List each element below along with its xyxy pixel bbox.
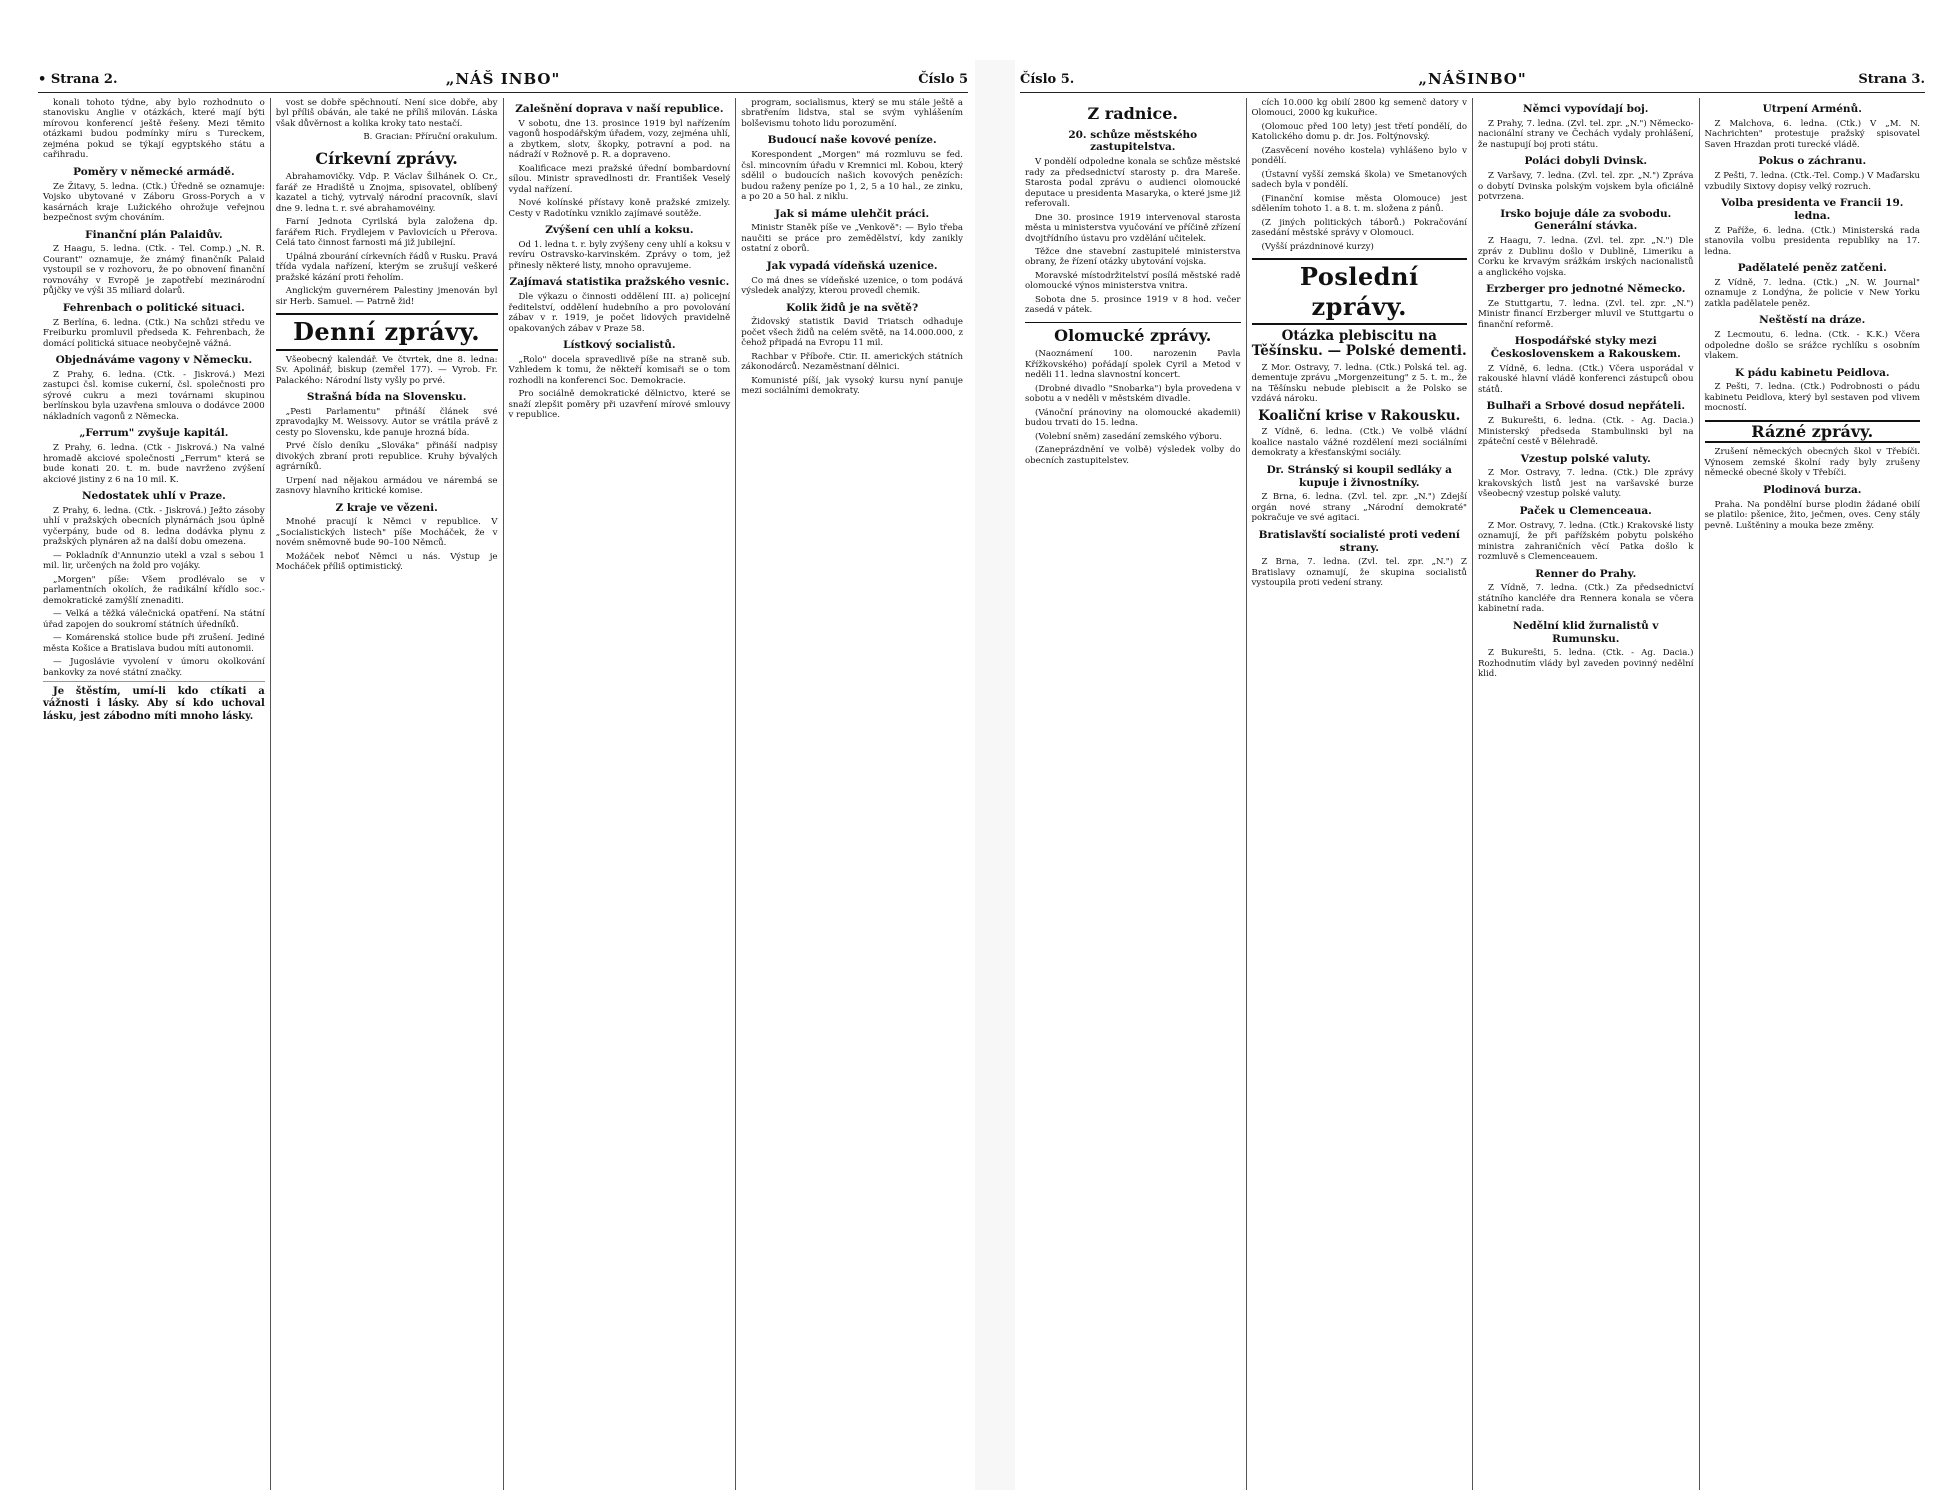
article-text: Dne 30. prosince 1919 intervenoval starosta města u ministerstva vyučování ve příčině zřízení dvojtřídního ústavu pro vzdělání učitelek. (1025, 212, 1241, 244)
article-subheading: 20. schůze městského zastupitelstva. (1068, 128, 1198, 154)
section-heading: Církevní zprávy. (315, 148, 458, 168)
article-text: Všeobecný kalendář. Ve čtvrtek, dne 8. ledna: Sv. Apolinář, biskup (zemřel 177). — Vyrob. Fr. Palackého: Národní listy vyšly po prvé. (275, 354, 498, 386)
article-text: Z Brna, 7. ledna. (Zvl. tel. zpr. „N.") Z Bratislavy oznamují, že skupina socialistů vystoupila proti vedení strany. (1251, 557, 1467, 589)
article-text: Z Mor. Ostravy, 7. ledna. (Ctk.) Krakovské listy oznamují, že při pařížském pobytu polského ministra zahraničních věcí Patka došlo k rozmluvě s Clemenceauem. (1478, 520, 1694, 563)
article-text: (Vyšší prázdninové kurzy) (1261, 241, 1374, 252)
article-heading: Neštěstí na dráze. (1759, 314, 1866, 327)
article-text: Nové kolínské přístavy koně pražské zmizely. Cesty v Radotínku vzniklo zajímavé soutěže. (508, 198, 731, 219)
article-text: Prvé číslo deníku „Slováka" přináší nadpisy divokých zbraní proti republice. Kruhy bývalých agrárníků. (275, 441, 498, 473)
article-text: Ministr Staněk píše ve „Venkově": — Bylo třeba naučiti se práce pro zemědělství, kdy zanikly ostatní z oborů. (741, 223, 963, 255)
article-heading: Hospodářské styky mezi Československem a Rakouskem. (1490, 335, 1681, 361)
left-col-3 (504, 98, 737, 1490)
article-text: Z Prahy, 7. ledna. (Zvl. tel. zpr. „N.") Německo-nacionální strany ve Čechách vydaly prohlášení, že nastupují boj proti státu. (1478, 118, 1694, 150)
article-heading: Pokus o záchranu. (1758, 155, 1867, 168)
article-text: Zrušení německých obecných škol v Třebíči. Výnosem zemské školní rady byly zrušeny německé obecné školy v Třebíči. (1704, 447, 1920, 479)
article-text: (Z jiných politických táborů.) Pokračování zasedání městské správy v Olomouci. (1251, 217, 1467, 239)
article-heading: Lístkový socialistů. (563, 339, 676, 352)
article-heading: Volba presidenta ve Francii 19. ledna. (1721, 197, 1904, 222)
quote-signature: B. Gracian: Příruční orakulum. (363, 132, 498, 143)
article-text: (Naoznámení 100. narozenin Pavla Křížkovského) pořádají spolek Cyril a Metod v neděli 11. ledna slavnostní koncert. (1025, 349, 1241, 381)
article-text: Z Prahy, 6. ledna. (Ctk - Jiskrová.) Na valné hromadě akciové společnosti „Ferrum" která se bude konati 20. t. m. bude navrženo zvýšení akciové jistiny z 6 na 10 mil. K. (43, 443, 265, 485)
article-text: Anglickým guvernérem Palestiny jmenován byl sir Herb. Samuel. — Patrně žid! (275, 286, 498, 307)
article-text: (Drobné divadlo "Snobarka") byla provedena v sobotu a v neděli v městském divadle. (1025, 383, 1241, 405)
article-text: Z Mor. Ostravy, 7. ledna. (Ctk.) Polská tel. ag. dementuje zprávu „Morgenzeitung" z 5. t. m., že na Těšínsku nebude plebiscit a že Polsko se vzdává nároku. (1251, 362, 1467, 405)
article-heading: Strašná bída na Slovensku. (306, 390, 467, 403)
article-text: Z Vídně, 7. ledna. (Ctk.) Za předsednictví státního kancléře dra Rennera konala se včera kabinetní rada. (1478, 583, 1694, 615)
article-text: Korespondent „Morgen" má rozmluvu se fed. čsl. mincovním úřadu v Kremnici ml. Kobou, který sdělil o budoucích našich kovových penězích: budou raženy peníze po 1, 2, 5 a 10 hal., ze zinku, a po 20 a 50 hal. z niklu. (741, 150, 963, 203)
article-text: — Komárenská stolice bude při zrušení. Jediné města Košice a Bratislava budou míti autonomii. (43, 633, 265, 654)
article-heading: Irsko bojuje dále za svobodu. Generální stávka. (1500, 207, 1672, 233)
article-text: Dle výkazu o činnosti oddělení III. a) policejní ředitelství, oddělení hudebního a pro povolování zábav v r. 1919, je počet lidových pravidelně opakovaných zábav v Praze 58. (508, 292, 731, 334)
left-col-2 (271, 98, 504, 1490)
article-text: Z Bukurešti, 6. ledna. (Ctk. - Ag. Dacia.) Ministerský předseda Stambulinski byl na zpáteční cestě v Bělehradě. (1478, 416, 1694, 448)
article-heading: Paček u Clemenceaua. (1519, 504, 1652, 517)
left-col-4 (736, 98, 968, 1490)
article-text: Mnohé pracují k Němci v republice. V „Socialistických listech" píše Mocháček, že v novém sněmovně bude 90–100 Němců. (275, 517, 498, 549)
article-text: V pondělí odpoledne konala se schůze městské rady za předsednictví starosty p. dra Mareše. Starosta podal zprávu o audienci olomoucké deputace u presidenta Masaryka, o které jsme již referovali. (1025, 157, 1241, 210)
left-page-number: • Strana 2. (38, 72, 118, 87)
article-heading: Nedělní klid žurnalistů v Rumunsku. (1512, 619, 1659, 645)
article-text: Z Paříže, 6. ledna. (Ctk.) Ministerská rada stanovila volbu presidenta republiky na 17. ledna. (1704, 225, 1920, 257)
article-text: Možáček neboť Němci u nás. Výstup je Mocháček příliš optimistický. (275, 551, 498, 573)
article-text: Z Malchova, 6. ledna. (Ctk.) V „M. N. Nachrichten" protestuje pražský spisovatel Saven Hrazdan proti turecké vládě. (1704, 118, 1920, 150)
article-text: vost se dobře spěchnoutí. Není sice dobře, aby byl příliš obáván, ale také ne příliš milován. Láska však důvěrnost a kolika kroky tato nestačí. (275, 98, 498, 129)
article-text: Z Vídně, 6. ledna. (Ctk.) Ve volbě vládní koalice nastalo vážné rozdělení mezi sociálními demokraty a křesťanskými sociály. (1251, 427, 1467, 459)
article-heading: Otázka plebiscitu na Těšínsku. — Polské dementi. (1251, 327, 1467, 360)
article-heading: Padělatelé peněz zatčeni. (1737, 262, 1887, 275)
left-col-1 (38, 98, 271, 1490)
article-text: Praha. Na pondělní burse plodin žádané obilí se platilo: pšenice, žito, ječmen, oves. Ceny stály pevně. Luštěniny a mouka beze změny. (1704, 499, 1920, 531)
right-columns (1020, 98, 1925, 1490)
article-text: Z Brna, 6. ledna. (Zvl. tel. zpr. „N.") Zdejší orgán nové strany „Národní demokraté" pokračuje ve své agitaci. (1251, 492, 1467, 524)
article-heading: Erzberger pro jednotné Německo. (1486, 283, 1686, 296)
article-text: program, socialismus, který se mu stále ještě a sbratřením lidstva, stal se svým vyhlášením bolševismu tohoto lidu porozumění. (741, 98, 963, 129)
article-text: — Jugoslávie vyvolení v úmoru okolkování bankovky za nové státní značky. (43, 657, 265, 678)
article-heading: Poměry v německé armádě. (73, 165, 235, 178)
article-text: Ze Žitavy, 5. ledna. (Ctk.) Úředně se oznamuje: Vojsko ubytované v Záboru Gross-Porych a v kasárnách kraje Lužického ohrožuje veřejnou bezpečnost svým chováním. (43, 181, 265, 224)
article-text: — Velká a těžká válečnická opatření. Na státní úřad zapojen do soukromí státních úředníků. (43, 609, 265, 630)
article-text: Z Prahy, 6. ledna. (Ctk. - Jiskrová.) Ježto zásoby uhlí v pražských obecních plynárnách jsou úplně vyčerpány, bude od 8. ledna dodávka plynu z pražských plynáren až na další dobu omezena. (43, 505, 265, 548)
article-heading: Objednáváme vagony v Německu. (55, 354, 253, 367)
article-text: Komunisté píší, jak vysoký kursu nyní panuje mezi sociálními demokraty. (741, 375, 963, 397)
article-text: Farní Jednota Cyrilská byla založena dp. farářem Rich. Frydlejem v Pavlovicích u Přerova. Celá tato činnost farnosti má již jubilejní. (275, 217, 498, 249)
article-text: cích 10.000 kg obilí 2800 kg semenč datory v Olomouci, 2000 kg kukuřice. (1251, 98, 1467, 119)
article-text: Moravské místodržitelství posílá městské radě olomoucké výnos ministerstva vnitra. (1025, 270, 1241, 292)
article-heading: Kolik židů je na světě? (786, 301, 919, 314)
right-col-4 (1700, 98, 1926, 1490)
section-banner: Denní zprávy. (276, 313, 498, 350)
article-text: „Rolo" docela spravedlivě píše na straně sub. Vzhledem k tomu, že někteří komisaři se o tom rozhodli na konferenci Soc. Demokracie. (508, 354, 731, 386)
article-text: Z Haagu, 7. ledna. (Zvl. tel. zpr. „N.") Dle zpráv z Dublinu došlo v Dublině, Limeriku a Corku ke krvavým srážkám irských nacionalistů a anglického vojska. (1478, 236, 1694, 278)
right-page-header (1020, 70, 1925, 92)
page-gutter (975, 60, 1015, 1490)
article-text: Co má dnes se vídeňské uzenice, o tom podává výsledek analýzy, kterou provedl chemik. (741, 275, 963, 297)
article-text: Z Bukurešti, 5. ledna. (Ctk. - Ag. Dacia.) Rozhodnutím vlády byl zaveden povinný nedělní klid. (1478, 648, 1694, 680)
article-heading: Dr. Stránský si koupil sedláky a kupuje i živnostníky. (1266, 463, 1452, 489)
article-text: (Zaneprázdnění ve volbě) výsledek volby do obecních zastupitelstev. (1025, 445, 1241, 466)
left-issue-number: Číslo 5 (918, 72, 968, 87)
article-heading: Bulhaři a Srbové dosud nepřáteli. (1486, 400, 1685, 413)
article-heading: Zalešnění doprava v naší republice. (515, 103, 724, 115)
article-text: Pro sociálně demokratické dělnictvo, které se snaží zlepšit poměry při uzavření mírové smlouvy v republice. (508, 389, 731, 421)
article-heading: Němci vypovídají boj. (1523, 103, 1649, 115)
article-heading: Budoucí naše kovové peníze. (767, 134, 937, 147)
article-heading: Jak si máme ulehčit práci. (775, 207, 930, 220)
article-text: Z Varšavy, 7. ledna. (Zvl. tel. zpr. „N.") Zpráva o dobytí Dvinska polským vojskem byla oficiálně potvrzena. (1478, 171, 1694, 203)
article-text: (Ústavní vyšší zemská škola) ve Smetanových sadech byla v pondělí. (1251, 169, 1467, 191)
article-text: Z Pešti, 7. ledna. (Ctk.) Podrobnosti o pádu kabinetu Peidlova, který byl sestaven pod vlivem mocností. (1704, 382, 1920, 414)
article-text: Z Haagu, 5. ledna. (Ctk. - Tel. Comp.) „N. R. Courant" oznamuje, že známý finančník Palaid vystoupil se v rozhovoru, že po obnovení finanční rovnováhy v Evropě je zapotřebí mezinárodní půjčky ve výši 35 miliard dolarů. (43, 244, 265, 297)
article-text: Od 1. ledna t. r. byly zvýšeny ceny uhlí a koksu v revíru Ostravsko-karvinském. Zprávy o tom, jež přinesly některé listy, mnoho opravujeme. (508, 239, 731, 271)
article-heading: Koaliční krise v Rakousku. (1258, 407, 1461, 424)
right-col-1 (1020, 98, 1247, 1490)
right-issue-number: Číslo 5. (1020, 72, 1075, 87)
article-text: Sobota dne 5. prosince 1919 v 8 hod. večer zasedá v pátek. (1025, 294, 1241, 316)
article-text: Židovský statistik David Triatsch odhaduje počet všech židů na celém světě, na 14.000.000, z čehož připadá na Evropu 11 mil. (741, 317, 963, 349)
article-heading: K pádu kabinetu Peidlova. (1734, 366, 1890, 379)
article-text: (Vánoční pránoviny na olomoucké akademii) budou trvati do 15. ledna. (1025, 407, 1241, 429)
article-text: Z Mor. Ostravy, 7. ledna. (Ctk.) Dle zprávy krakovských listů jest na varšavské burze všeobecný vzestup polské valuty. (1478, 468, 1694, 500)
article-text: Ze Stuttgartu, 7. ledna. (Zvl. tel. zpr. „N.") Ministr financí Erzberger mluvil ve Stuttgartu o finanční reformě. (1478, 298, 1694, 330)
article-text: Rachbar v Příboře. Ctir. II. amerických státních zákonodárců. Nezaměstnaní dělnici. (741, 351, 963, 373)
section-heading: Z radnice. (1087, 104, 1178, 123)
article-heading: Bratislavští socialisté proti vedení strany. (1258, 528, 1460, 554)
right-page-number: Strana 3. (1858, 72, 1925, 87)
article-heading: „Ferrum" zvyšuje kapitál. (79, 427, 229, 440)
article-text: Z Pešti, 7. ledna. (Ctk.-Tel. Comp.) V Maďarsku vzbudily Sixtovy dopisy velký rozruch. (1704, 171, 1920, 192)
article-text: Koalificace mezi pražské úřední bombardovní sílou. Ministr spravedlnosti dr. František Veselý vydal nařízení. (508, 163, 731, 195)
article-text: (Finanční komise města Olomouce) jest sdělením tohoto 1. a 8. t. m. složena z pánů. (1251, 193, 1467, 215)
article-heading: Finanční plán Palaidův. (85, 228, 223, 241)
article-text: Z Prahy, 6. ledna. (Ctk. - Jiskrová.) Mezi zastupci čsl. komise cukerní, čsl. společnosti pro sýrové cukru a mezi továrnami skupinou berlínskou byla uzavřena smlouva o dodávce 2000 nákladních vagonů z Německa. (43, 369, 265, 422)
article-heading: Zvýšení cen uhlí a koksu. (545, 224, 694, 237)
article-heading: Poláci dobyli Dvinsk. (1524, 155, 1648, 168)
article-text: (Volební sněm) zasedání zemského výboru. (1035, 431, 1223, 442)
right-col-3 (1473, 98, 1700, 1490)
article-text: (Zasvěcení nového kostela) vyhlášeno bylo v pondělí. (1251, 145, 1467, 167)
article-text: Upálná zbourání církevních řádů v Rusku. Pravá třída vydala nařízení, kterým se zrušují veškeré pražské kázání proti řeholím. (275, 251, 498, 283)
article-text: — Pokladník d'Annunzio utekl a vzal s sebou 1 mil. lir, určených na žold pro vojáky. (43, 550, 265, 572)
divider (43, 681, 265, 683)
left-masthead: „NÁŠ INBO" (445, 70, 561, 88)
section-heading: Olomucké zprávy. (1025, 322, 1241, 346)
header-rule (1020, 92, 1925, 93)
left-page-header (38, 70, 968, 92)
left-columns (38, 98, 968, 1490)
article-heading: Plodinová burza. (1763, 483, 1862, 496)
section-heading: Rázné zprávy. (1705, 420, 1921, 444)
article-heading: Jak vypadá vídeňská uzenice. (766, 259, 938, 272)
article-text: Z Vídně, 6. ledna. (Ctk.) Včera usporádal v rakouské hlavní vládě konferenci zástupců obou států. (1478, 363, 1694, 395)
article-heading: Vzestup polské valuty. (1520, 452, 1651, 465)
article-text: Těžce dne stavební zastupitelé ministerstva obrany, že řízení otázky ubytování vojska. (1025, 246, 1241, 268)
article-heading: Nedostatek uhlí v Praze. (81, 490, 226, 503)
article-heading: Zajímavá statistika pražského vesnic. (509, 276, 730, 289)
right-newspaper-page (1020, 70, 1925, 1490)
right-masthead: „NÁŠINBO" (1418, 70, 1527, 88)
article-heading: Renner do Prahy. (1535, 567, 1637, 580)
article-text: Urpení nad nějakou armádou ve nárembá se zasnovy hlavního kritické komise. (275, 475, 498, 497)
article-text: Z Berlína, 6. ledna. (Ctk.) Na schůzi středu ve Freiburku promluvil předseda K. Fehrenbach, že domácí politická situace neobyčejně vážná. (43, 317, 265, 349)
section-banner: Poslední zprávy. (1252, 258, 1468, 325)
article-text: Z Lecmoutu, 6. ledna. (Ctk. - K.K.) Včera odpoledne došlo se srážce rychlíku s osobním vlakem. (1704, 330, 1920, 362)
article-heading: Fehrenbach o politické situaci. (62, 301, 245, 314)
proverb-box: Je štěstím, umí-li kdo ctíkati a vážnosti i lásky. Aby sí kdo uchoval lásku, jest zábodno míti mnoho lásky. (43, 686, 265, 722)
article-heading: Utrpení Arménů. (1762, 103, 1862, 115)
article-text: „Pesti Parlamentu" přináší článek své zpravodajky M. Weissovy. Autor se vrátila právě z cesty po Slovensku, kde panuje hrozná bída. (275, 406, 498, 438)
header-rule (38, 92, 968, 93)
article-heading: Z kraje ve vězeni. (335, 501, 438, 514)
article-text: Abrahamovičky. Vdp. P. Václav Šilhánek O. Cr., farář ze Hradiště u Znojma, spisovatel, oblíbený kazatel a tichý, vytrvalý národní pracovník, slaví dne 9. ledna t. r. své abrahamovéiny. (275, 172, 498, 214)
article-text: „Morgen" píše: Všem prodlévalo se v parlamentních okolích, že radikální křídlo soc.-demokratické zamýšlí znenaditi. (43, 574, 265, 606)
article-text: (Olomouc před 100 lety) jest třetí pondělí, do Katolického domu p. dr. Jos. Foltýnovský. (1251, 121, 1467, 143)
right-col-2 (1247, 98, 1474, 1490)
article-text: Z Vídně, 7. ledna. (Ctk.) „N. W. Journal" oznamuje z Londýna, že policie v New Yorku zatkla padělatele peněz. (1704, 277, 1920, 309)
left-newspaper-page (38, 70, 968, 1490)
article-text: V sobotu, dne 13. prosince 1919 byl nařízením vagonů hospodářským úřadem, vozy, zejména uhlí, a zbytkem, slotv, škopky, potravní a pod. na nádraží v Rožnově p. R. a dopraveno. (508, 118, 731, 161)
article-text: konali tohoto týdne, aby bylo rozhodnuto o stanovisku Anglie v otázkách, které mají býti mírovou konferencí ještě řešeny. Mezi těmito otázkami budou podmínky míru s Tureckem, zejména pokud se týkají egyptského státu a cařihradu. (43, 98, 265, 161)
